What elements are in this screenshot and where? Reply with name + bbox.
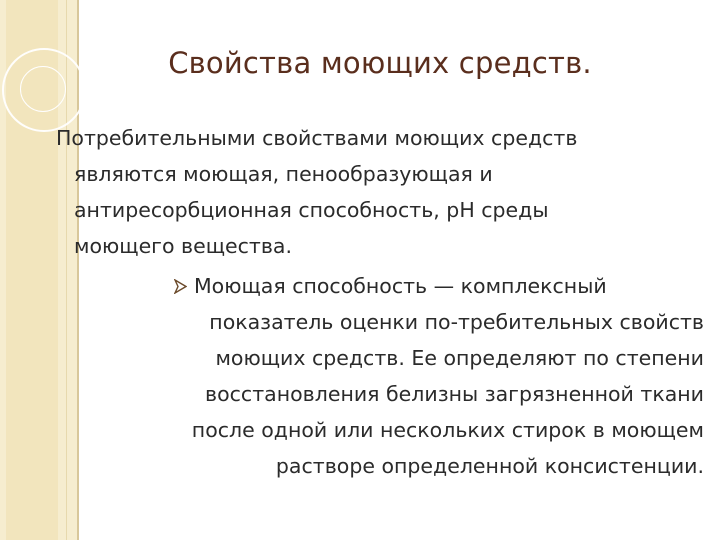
arrow-right-icon	[174, 270, 190, 306]
paragraph-line: моющего вещества.	[74, 234, 293, 258]
bullet-line-text: моющих средств. Ее определяют по степени	[215, 346, 704, 370]
slide-title: Свойства моющих средств.	[168, 46, 592, 80]
bullet-line-text: восстановления белизны загрязненной ткани	[205, 382, 704, 406]
bullet-line-text: показатель оценки по-требительных свойств	[209, 310, 704, 334]
paragraph-line: являются моющая, пенообразующая и	[74, 162, 493, 186]
bullet-line-text: после одной или нескольких стирок в моющем	[191, 418, 704, 442]
paragraph-line: антиресорбционная способность, рН среды	[74, 198, 549, 222]
bullet-line-text: растворе определенной консистенции.	[275, 454, 704, 478]
paragraph-line: Потребительными свойствами моющих средств	[56, 126, 578, 150]
bullet-line-text: Моющая способность — комплексный	[194, 274, 607, 298]
bullet-item	[174, 268, 607, 306]
decorative-circle-inner	[20, 66, 66, 112]
